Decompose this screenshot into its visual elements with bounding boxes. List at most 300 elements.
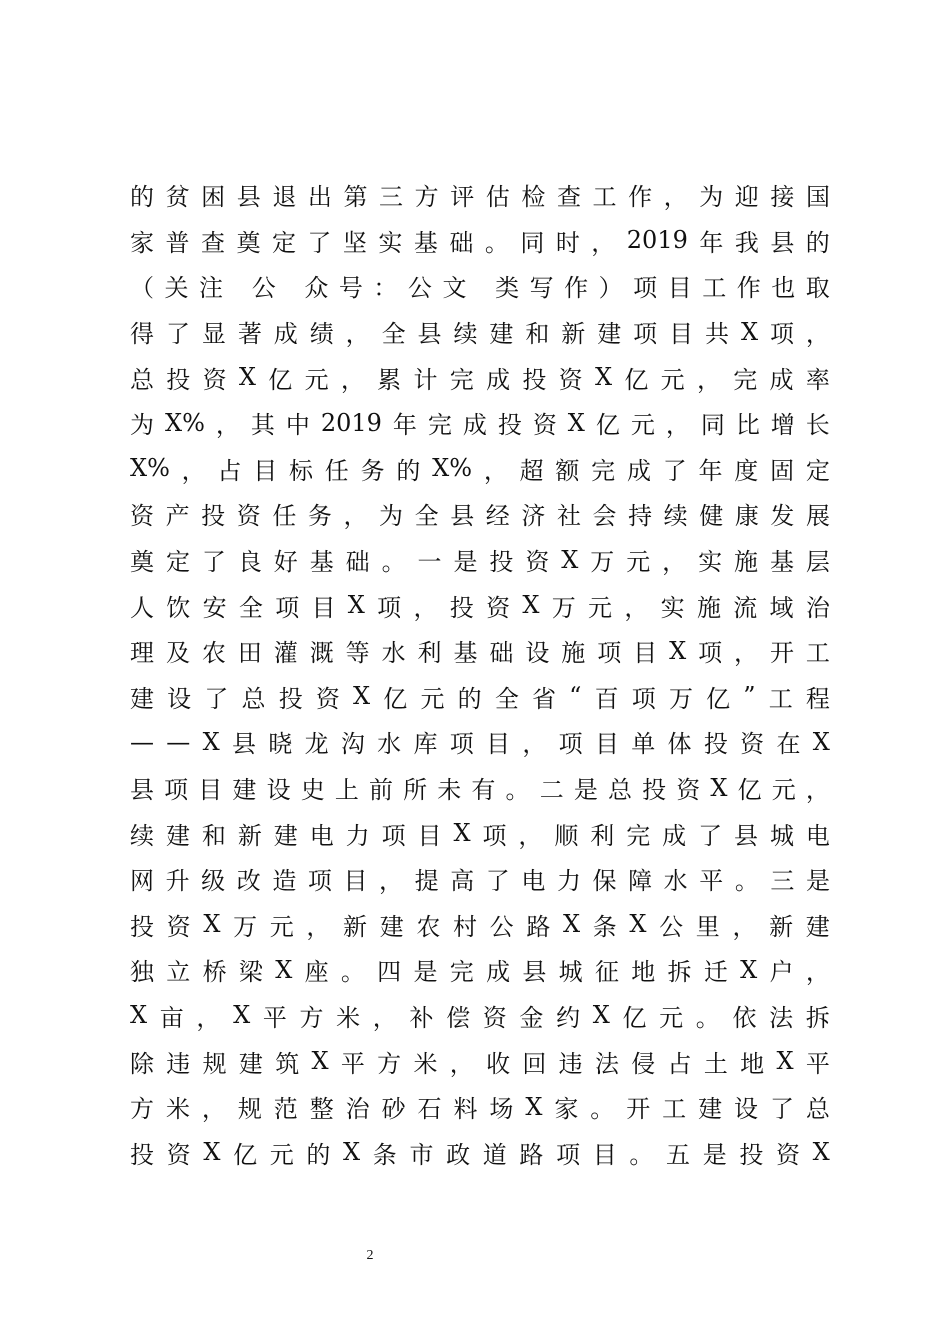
text-glyph: 资: [558, 365, 583, 394]
text-glyph: 全: [494, 684, 519, 713]
text-glyph: 同: [700, 411, 725, 440]
text-glyph: 。: [590, 1095, 615, 1124]
text-glyph: X: [311, 1047, 329, 1076]
text-glyph: ，: [805, 320, 830, 349]
text-glyph: 固: [770, 456, 795, 485]
text-glyph: X: [353, 682, 371, 711]
text-glyph: X: [567, 408, 585, 437]
text-glyph: 顺: [554, 821, 579, 850]
text-glyph: X: [233, 1001, 251, 1030]
text-glyph: 工: [592, 183, 617, 212]
text-glyph: ，: [522, 730, 547, 759]
text-glyph: 和: [525, 320, 550, 349]
text-glyph: 亿: [233, 1140, 258, 1169]
text-glyph: （: [130, 274, 154, 303]
text-glyph: 成: [769, 365, 794, 394]
text-glyph: 度: [734, 456, 759, 485]
text-glyph: 成: [486, 365, 511, 394]
text-glyph: 亿: [737, 776, 762, 805]
text-glyph: 成: [462, 411, 487, 440]
text-line: [130, 765, 830, 811]
text-glyph: 资: [166, 912, 191, 941]
text-glyph: 道: [482, 1140, 507, 1169]
text-glyph: 回: [522, 1049, 547, 1078]
text-glyph: 务: [307, 502, 332, 531]
text-glyph: 投: [278, 684, 303, 713]
text-glyph: 文: [442, 274, 467, 303]
text-glyph: 万: [590, 548, 615, 577]
text-glyph: 了: [204, 684, 229, 713]
text-glyph: 元: [269, 1140, 294, 1169]
text-glyph: 高: [450, 867, 475, 896]
text-glyph: 省: [531, 684, 556, 713]
text-glyph: ，: [483, 456, 508, 485]
text-glyph: X: [710, 773, 728, 802]
text-glyph: 新: [561, 320, 586, 349]
text-glyph: 超: [519, 456, 544, 485]
text-glyph: 础: [345, 548, 370, 577]
text-glyph: 建: [379, 912, 404, 941]
text-line: [130, 309, 830, 355]
text-glyph: 目: [633, 639, 658, 668]
text-glyph: 资: [166, 1140, 191, 1169]
text-glyph: 显: [201, 320, 226, 349]
text-glyph: 米: [165, 1095, 190, 1124]
text-glyph: 家: [130, 228, 154, 257]
text-glyph: 项: [275, 593, 300, 622]
text-glyph: 定: [271, 228, 296, 257]
text-glyph: 比: [735, 411, 760, 440]
text-glyph: 户: [769, 958, 794, 987]
text-line: [130, 674, 830, 720]
text-glyph: 建: [232, 776, 257, 805]
text-glyph: 水: [377, 730, 402, 759]
text-glyph: 障: [628, 867, 653, 896]
text-glyph: X: [812, 727, 830, 756]
text-glyph: 县: [450, 502, 475, 531]
text-glyph: 万: [668, 684, 693, 713]
text-glyph: 实: [660, 593, 685, 622]
text-glyph: 独: [130, 958, 154, 987]
text-glyph: 人: [130, 593, 154, 622]
text-glyph: 产: [165, 502, 190, 531]
text-glyph: ，: [518, 821, 543, 850]
text-glyph: 评: [450, 183, 475, 212]
text-glyph: 完: [449, 958, 474, 987]
text-glyph: 新: [237, 821, 262, 850]
text-glyph: 偿: [446, 1003, 471, 1032]
text-glyph: 料: [453, 1095, 478, 1124]
text-glyph: 三: [770, 867, 795, 896]
text-glyph: 征: [594, 958, 619, 987]
text-glyph: 除: [130, 1049, 154, 1078]
text-glyph: ，: [662, 548, 687, 577]
text-glyph: 总: [805, 1095, 830, 1124]
text-glyph: 拆: [805, 1003, 830, 1032]
text-glyph: 为: [130, 411, 154, 440]
text-line: [130, 582, 830, 628]
text-glyph: 有: [471, 776, 496, 805]
text-glyph: 未: [437, 776, 462, 805]
text-glyph: 良: [237, 548, 262, 577]
text-glyph: 建: [238, 1049, 263, 1078]
text-glyph: 投: [449, 593, 474, 622]
text-glyph: 平: [805, 1049, 830, 1078]
text-glyph: 二: [539, 776, 564, 805]
text-glyph: 成: [626, 456, 651, 485]
text-glyph: 设: [167, 684, 192, 713]
text-glyph: 。: [340, 958, 365, 987]
text-glyph: 设: [525, 639, 550, 668]
text-glyph: 项: [449, 730, 474, 759]
text-glyph: 元: [269, 912, 294, 941]
text-glyph: 治: [345, 1095, 370, 1124]
text-glyph: 工: [768, 684, 793, 713]
text-glyph: 地: [631, 958, 656, 987]
text-glyph: X: [561, 545, 579, 574]
text-glyph: 投: [522, 365, 547, 394]
text-line: [130, 628, 830, 674]
text-glyph: 龙: [304, 730, 329, 759]
text-glyph: X: [629, 910, 647, 939]
text-glyph: 里: [695, 912, 720, 941]
text-glyph: 项: [631, 684, 656, 713]
text-glyph: 力: [345, 821, 370, 850]
text-glyph: 方: [377, 1049, 402, 1078]
text-glyph: 是: [702, 1140, 727, 1169]
text-glyph: 全: [238, 593, 263, 622]
text-glyph: 法: [594, 1049, 619, 1078]
text-glyph: ，: [696, 365, 721, 394]
text-line: [130, 537, 830, 583]
text-glyph: 资: [532, 411, 557, 440]
text-glyph: 估: [485, 183, 510, 212]
text-glyph: 新: [343, 912, 368, 941]
text-glyph: 。: [695, 1003, 720, 1032]
text-glyph: 是: [573, 776, 598, 805]
text-glyph: 田: [237, 639, 262, 668]
text-glyph: 项: [381, 821, 406, 850]
text-glyph: 项: [377, 593, 402, 622]
text-glyph: 目: [198, 776, 223, 805]
text-glyph: 升: [165, 867, 190, 896]
text-glyph: 约: [556, 1003, 581, 1032]
text-glyph: X%: [130, 454, 170, 483]
text-glyph: 域: [769, 593, 794, 622]
text-glyph: ”: [743, 682, 756, 711]
text-space: [286, 272, 294, 300]
text-glyph: X: [740, 955, 758, 984]
text-glyph: 。: [629, 1140, 654, 1169]
text-glyph: 号: [338, 274, 363, 303]
text-glyph: 砂: [381, 1095, 406, 1124]
text-glyph: 目: [667, 274, 692, 303]
text-glyph: 投: [642, 776, 667, 805]
text-glyph: —: [130, 727, 154, 756]
text-glyph: 的: [306, 1140, 331, 1169]
text-glyph: 新: [769, 912, 794, 941]
text-glyph: 绩: [309, 320, 334, 349]
text-glyph: 了: [769, 1095, 794, 1124]
text-glyph: 利: [417, 639, 442, 668]
text-glyph: 筑: [275, 1049, 300, 1078]
text-line: [130, 993, 830, 1039]
text-glyph: 造: [272, 867, 297, 896]
text-glyph: ，: [805, 776, 830, 805]
text-glyph: 项: [698, 639, 723, 668]
text-glyph: 写: [529, 274, 554, 303]
text-glyph: 亿: [268, 365, 293, 394]
text-glyph: ，: [413, 593, 438, 622]
text-glyph: ，: [372, 1003, 397, 1032]
text-glyph: 农: [416, 912, 441, 941]
text-glyph: 完: [427, 411, 452, 440]
text-glyph: 标: [289, 456, 314, 485]
text-glyph: 成: [486, 958, 511, 987]
text-glyph: ，: [624, 593, 649, 622]
text-glyph: 公: [407, 274, 432, 303]
text-glyph: 农: [201, 639, 226, 668]
text-glyph: 完: [626, 821, 651, 850]
text-glyph: ，: [734, 639, 759, 668]
text-glyph: X: [669, 636, 687, 665]
text-glyph: 水: [663, 867, 688, 896]
text-glyph: ，: [665, 411, 690, 440]
text-glyph: 资: [525, 548, 550, 577]
text-glyph: ，: [196, 1003, 221, 1032]
text-glyph: 电: [805, 821, 830, 850]
text-glyph: X: [525, 1092, 543, 1121]
text-glyph: 查: [556, 183, 581, 212]
text-glyph: 资: [486, 593, 511, 622]
text-glyph: 年: [392, 411, 417, 440]
text-glyph: 地: [740, 1049, 765, 1078]
text-glyph: 万: [551, 593, 576, 622]
text-glyph: 作: [736, 274, 761, 303]
text-glyph: 全: [381, 320, 406, 349]
text-glyph: 会: [592, 502, 617, 531]
text-glyph: 保: [592, 867, 617, 896]
text-line: [130, 810, 830, 856]
text-glyph: ：: [373, 274, 398, 303]
text-glyph: 完: [733, 365, 758, 394]
text-glyph: 工: [702, 274, 727, 303]
text-glyph: 开: [769, 639, 794, 668]
text-line: [130, 856, 830, 902]
text-glyph: 等: [345, 639, 370, 668]
text-glyph: 侵: [631, 1049, 656, 1078]
text-glyph: 的: [396, 456, 421, 485]
text-glyph: ，: [181, 456, 206, 485]
text-glyph: 增: [770, 411, 795, 440]
text-glyph: 力: [556, 867, 581, 896]
text-glyph: 任: [324, 456, 349, 485]
text-glyph: ，: [306, 912, 331, 941]
text-glyph: 健: [699, 502, 724, 531]
text-glyph: 了: [307, 228, 332, 257]
text-glyph: 础: [489, 639, 514, 668]
text-glyph: 项: [307, 867, 332, 896]
text-glyph: 县: [236, 183, 261, 212]
text-glyph: 的: [805, 228, 830, 257]
text-glyph: 众: [304, 274, 329, 303]
text-glyph: 投: [739, 1140, 764, 1169]
text-glyph: X: [203, 1138, 221, 1167]
text-glyph: 基: [309, 548, 334, 577]
text-glyph: 济: [521, 502, 546, 531]
text-glyph: ，: [379, 867, 404, 896]
text-glyph: 资: [130, 502, 154, 531]
text-glyph: 项: [769, 320, 794, 349]
text-glyph: 三: [379, 183, 404, 212]
text-line: [130, 1038, 830, 1084]
text-glyph: 所: [403, 776, 428, 805]
text-glyph: 建: [273, 821, 298, 850]
text-glyph: 座: [304, 958, 329, 987]
text-glyph: 金: [519, 1003, 544, 1032]
text-glyph: 饮: [166, 593, 191, 622]
text-glyph: 为: [699, 183, 724, 212]
text-glyph: 元: [659, 1003, 684, 1032]
text-glyph: X: [562, 910, 581, 939]
text-glyph: 史: [300, 776, 325, 805]
text-glyph: 任: [272, 502, 297, 531]
text-glyph: 率: [805, 365, 830, 394]
text-line: [130, 1084, 830, 1130]
text-glyph: 资: [676, 776, 701, 805]
text-glyph: 治: [805, 593, 830, 622]
body-text: [130, 172, 830, 1175]
text-glyph: 工: [805, 639, 830, 668]
text-glyph: 2019: [626, 226, 688, 255]
text-glyph: 续: [663, 502, 688, 531]
text-glyph: 条: [372, 1140, 397, 1169]
text-glyph: 检: [521, 183, 546, 212]
text-glyph: 总: [607, 776, 632, 805]
text-line: [130, 902, 830, 948]
text-glyph: 场: [489, 1095, 514, 1124]
text-glyph: 流: [733, 593, 758, 622]
text-glyph: 查: [200, 228, 225, 257]
text-glyph: 建: [597, 320, 622, 349]
text-glyph: 展: [805, 502, 830, 531]
text-glyph: 础: [449, 228, 474, 257]
text-glyph: 接: [770, 183, 795, 212]
text-line: [130, 1129, 830, 1175]
text-glyph: 万: [233, 912, 258, 941]
text-glyph: 设: [734, 1095, 759, 1124]
text-line: [130, 218, 830, 264]
text-glyph: 迁: [703, 958, 728, 987]
text-glyph: 亿: [622, 1003, 647, 1032]
text-glyph: 奠: [236, 228, 261, 257]
text-glyph: 亿: [383, 684, 408, 713]
text-line: [130, 400, 830, 446]
text-glyph: 完: [449, 365, 474, 394]
text-glyph: 目: [417, 821, 442, 850]
text-glyph: 累: [377, 365, 402, 394]
text-glyph: ，: [345, 320, 370, 349]
text-glyph: 项: [597, 639, 622, 668]
text-glyph: 同: [520, 228, 545, 257]
text-glyph: 桥: [202, 958, 227, 987]
text-glyph: 违: [166, 1049, 191, 1078]
text-glyph: 灌: [273, 639, 298, 668]
text-line: [130, 719, 830, 765]
text-glyph: 基: [413, 228, 438, 257]
text-glyph: 补: [409, 1003, 434, 1032]
text-glyph: 目: [311, 593, 336, 622]
text-glyph: 总: [130, 365, 154, 394]
text-glyph: 电: [521, 867, 546, 896]
text-glyph: 中: [285, 411, 310, 440]
text-glyph: 建: [130, 684, 154, 713]
text-glyph: 著: [237, 320, 262, 349]
text-glyph: 成: [273, 320, 298, 349]
text-glyph: X: [347, 591, 365, 620]
text-glyph: 程: [805, 684, 830, 713]
text-glyph: 规: [202, 1049, 227, 1078]
text-glyph: X: [203, 910, 221, 939]
text-glyph: 。: [734, 867, 759, 896]
text-glyph: 建: [489, 320, 514, 349]
text-glyph: 米: [413, 1049, 438, 1078]
text-glyph: 立: [166, 958, 191, 987]
text-glyph: X: [592, 1001, 610, 1030]
text-glyph: 目: [486, 730, 511, 759]
text-glyph: 类: [495, 274, 520, 303]
text-glyph: 取: [805, 274, 830, 303]
text-glyph: 改: [236, 867, 261, 896]
text-line: [130, 172, 830, 218]
text-glyph: 是: [453, 548, 478, 577]
text-glyph: 土: [703, 1049, 728, 1078]
text-glyph: 在: [776, 730, 801, 759]
text-glyph: 其: [250, 411, 275, 440]
text-glyph: 。: [505, 776, 530, 805]
text-glyph: ，: [340, 365, 365, 394]
text-glyph: 目: [253, 456, 278, 485]
text-glyph: 施: [696, 593, 721, 622]
text-glyph: ，: [805, 958, 830, 987]
text-glyph: 库: [413, 730, 438, 759]
text-glyph: 项: [556, 1140, 581, 1169]
text-glyph: 公: [489, 912, 514, 941]
text-glyph: 路: [519, 1140, 544, 1169]
text-space: [234, 272, 242, 300]
text-glyph: 家: [554, 1095, 579, 1124]
text-glyph: 作: [564, 274, 589, 303]
text-glyph: 完: [591, 456, 616, 485]
text-glyph: ，: [449, 1049, 474, 1078]
text-glyph: 市: [409, 1140, 434, 1169]
text-glyph: 县: [522, 958, 547, 987]
text-glyph: 项: [482, 821, 507, 850]
text-glyph: 项: [633, 320, 658, 349]
text-glyph: 单: [631, 730, 656, 759]
text-glyph: 2019: [320, 408, 382, 437]
text-glyph: 建: [805, 912, 830, 941]
text-glyph: 平: [699, 867, 724, 896]
text-glyph: X: [812, 1138, 830, 1167]
text-glyph: 的: [130, 183, 154, 212]
text-glyph: 关: [164, 274, 189, 303]
text-glyph: 村: [453, 912, 477, 941]
text-glyph: 目: [592, 1140, 617, 1169]
text-glyph: 投: [489, 548, 514, 577]
text-glyph: 也: [771, 274, 796, 303]
text-glyph: 投: [497, 411, 522, 440]
